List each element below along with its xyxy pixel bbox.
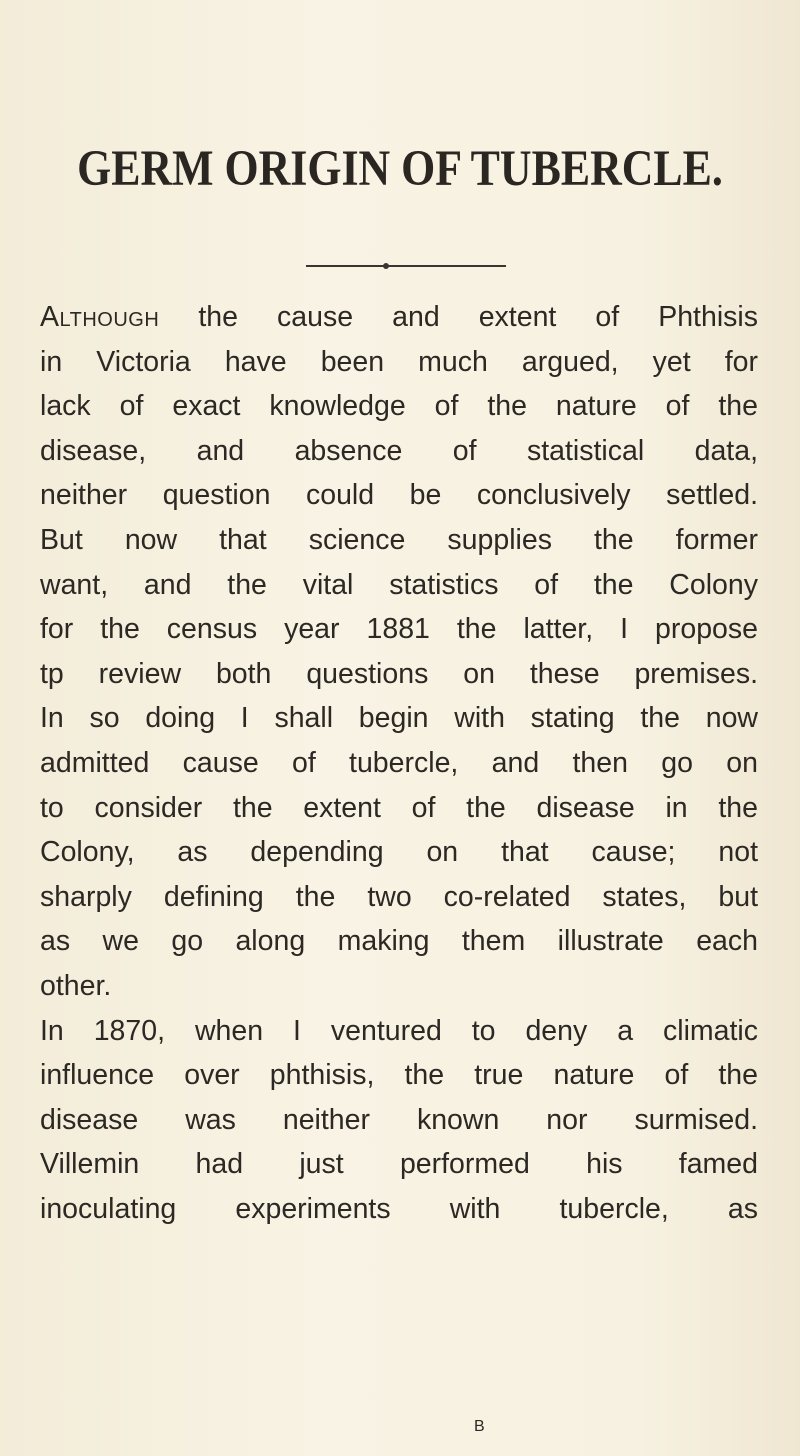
text-line: for the census year 1881 the latter, I propose bbox=[40, 613, 758, 646]
body-text bbox=[40, 295, 758, 1231]
text-line: sharply defining the two co-related states, but bbox=[40, 880, 758, 913]
chapter-title: GERM ORIGIN OF TUBERCLE. bbox=[77, 141, 723, 197]
text-line: Although the cause and extent of Phthisis bbox=[40, 301, 758, 333]
text-line: Colony, as depending on that cause; not bbox=[40, 836, 758, 869]
text-line: But now that science supplies the former bbox=[40, 523, 758, 556]
text-line: want, and the vital statistics of the Colony bbox=[40, 568, 758, 601]
text-line: disease, and absence of statistical data, bbox=[40, 434, 758, 467]
text-line: as we go along making them illustrate each bbox=[40, 925, 758, 958]
signature-mark: B bbox=[474, 1418, 485, 1435]
text-line: to consider the extent of the disease in the bbox=[40, 791, 758, 824]
lead-word: Although bbox=[40, 301, 160, 333]
divider-ornament-dot bbox=[383, 263, 389, 269]
title-divider-rule bbox=[306, 265, 506, 267]
text-line: other. bbox=[40, 969, 112, 1002]
text-line: inoculating experiments with tubercle, as bbox=[40, 1192, 758, 1225]
text-line: lack of exact knowledge of the nature of the bbox=[40, 390, 758, 423]
text-line: Villemin had just performed his famed bbox=[40, 1148, 758, 1181]
text-line: tp review both questions on these premises. bbox=[40, 657, 758, 690]
text-line: admitted cause of tubercle, and then go on bbox=[40, 746, 758, 779]
text-line: disease was neither known nor surmised. bbox=[40, 1103, 758, 1136]
text-line: influence over phthisis, the true nature of the bbox=[40, 1059, 758, 1092]
text-line: In so doing I shall begin with stating the now bbox=[40, 702, 758, 735]
text-line: In 1870, when I ventured to deny a climatic bbox=[40, 1014, 758, 1047]
text-line: in Victoria have been much argued, yet for bbox=[40, 345, 758, 378]
text-line: neither question could be conclusively settled. bbox=[40, 479, 758, 512]
